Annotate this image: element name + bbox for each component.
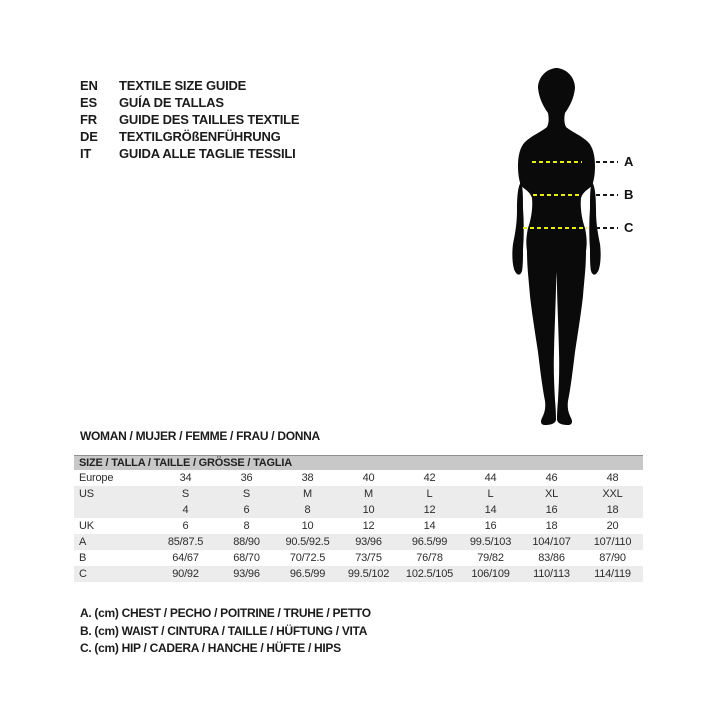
size-cell: 104/107 (532, 536, 571, 548)
language-title-block (80, 77, 299, 162)
size-cell: S (181, 488, 190, 500)
size-cell: 6 (182, 520, 189, 532)
table-row-waist-b (74, 550, 643, 566)
size-cell: 8 (304, 504, 311, 516)
legend-chest: A. (cm) CHEST / PECHO / POITRINE / TRUHE / PETTO (80, 606, 371, 620)
size-cell: 85/87.5 (167, 536, 204, 548)
size-cell: 16 (484, 520, 497, 532)
table-row-us-numbers (74, 502, 643, 518)
legend-waist: B. (cm) WAIST / CINTURA / TAILLE / HÜFTUNG / VITA (80, 623, 368, 638)
size-cell: XXL (602, 488, 623, 500)
size-table (74, 455, 643, 582)
size-cell: 90/92 (172, 568, 199, 580)
category-title: WOMAN / MUJER / FEMME / FRAU / DONNA (80, 429, 320, 443)
language-row (80, 128, 299, 145)
size-cell: 90.5/92.5 (285, 536, 330, 548)
measurement-label-c: C (624, 220, 634, 235)
measurement-dash-black-b (596, 194, 618, 196)
size-cell: 70/72.5 (289, 552, 326, 564)
measurement-dash-yellow-b (533, 194, 582, 196)
size-cell: M (364, 488, 373, 500)
measurement-label-a: A (624, 154, 634, 169)
measurement-legend (80, 605, 371, 658)
size-cell: 44 (484, 472, 497, 484)
size-cell: 93/96 (233, 568, 260, 580)
language-code: DE (80, 129, 98, 144)
measurement-dash-yellow-c (523, 227, 587, 229)
size-cell: 38 (301, 472, 314, 484)
language-code: FR (80, 112, 97, 127)
size-cell: 42 (423, 472, 436, 484)
measurement-dash-black-c (596, 227, 618, 229)
language-code: IT (80, 146, 92, 161)
size-cell: 20 (606, 520, 619, 532)
size-cell: M (303, 488, 312, 500)
size-cell: XL (544, 488, 559, 500)
guide-title-en: TEXTILE SIZE GUIDE (119, 78, 247, 93)
guide-title-it: GUIDA ALLE TAGLIE TESSILI (119, 146, 296, 161)
measurement-label-b: B (624, 187, 634, 202)
size-cell: 114/119 (594, 568, 631, 580)
size-cell: 46 (545, 472, 558, 484)
language-code: EN (80, 78, 98, 93)
table-row-uk (74, 518, 643, 534)
size-cell: 14 (423, 520, 436, 532)
size-cell: 102.5/105 (405, 568, 454, 580)
size-cell: 93/96 (355, 536, 382, 548)
size-cell: 18 (545, 520, 558, 532)
language-row (80, 77, 299, 94)
woman-silhouette-icon (505, 68, 608, 427)
size-cell: 8 (243, 520, 250, 532)
measurement-dash-black-a (596, 161, 618, 163)
size-cell: 96.5/99 (411, 536, 448, 548)
size-cell: L (426, 488, 433, 500)
size-cell: 48 (606, 472, 619, 484)
guide-title-fr: GUIDE DES TAILLES TEXTILE (119, 112, 300, 127)
language-row (80, 145, 299, 162)
table-row-chest-a (74, 534, 643, 550)
size-cell: 88/90 (233, 536, 260, 548)
language-code: ES (80, 95, 97, 110)
language-row (80, 94, 299, 111)
measurement-dash-yellow-a (532, 161, 582, 163)
size-cell: 110/113 (533, 568, 570, 580)
size-cell: 10 (362, 504, 375, 516)
size-cell: 4 (182, 504, 189, 516)
size-cell: 16 (545, 504, 558, 516)
row-label: B (79, 552, 87, 564)
size-cell: 96.5/99 (289, 568, 326, 580)
size-cell: 34 (179, 472, 192, 484)
size-cell: 40 (362, 472, 375, 484)
size-cell: 99.5/103 (469, 536, 512, 548)
size-cell: 107/110 (593, 536, 632, 548)
size-cell: 36 (240, 472, 253, 484)
size-cell: 106/109 (471, 568, 510, 580)
size-cell: S (242, 488, 251, 500)
size-cell: 73/75 (355, 552, 382, 564)
size-cell: 6 (243, 504, 250, 516)
size-cell: 14 (484, 504, 497, 516)
guide-title-es: GUÍA DE TALLAS (119, 95, 224, 110)
size-cell: 87/90 (599, 552, 626, 564)
row-label: A (79, 536, 87, 548)
size-cell: 64/67 (172, 552, 199, 564)
legend-hip: C. (cm) HIP / CADERA / HANCHE / HÜFTE / HIPS (80, 641, 341, 655)
size-cell: 79/82 (477, 552, 504, 564)
size-cell: 76/78 (416, 552, 443, 564)
size-table-header: SIZE / TALLA / TAILLE / GRÖSSE / TAGLIA (74, 455, 643, 470)
row-label: Europe (79, 472, 114, 484)
table-row-europe (74, 470, 643, 486)
size-cell: 10 (301, 520, 314, 532)
size-cell: 12 (362, 520, 375, 532)
guide-title-de: TEXTILGRÖßENFÜHRUNG (119, 129, 281, 144)
size-cell: 83/86 (538, 552, 565, 564)
size-cell: 99.5/102 (347, 568, 390, 580)
language-row (80, 111, 299, 128)
table-row-us-letters (74, 486, 643, 502)
size-cell: 12 (423, 504, 436, 516)
size-cell: 18 (606, 504, 619, 516)
row-label: US (79, 488, 94, 500)
size-cell: L (487, 488, 494, 500)
size-cell: 68/70 (233, 552, 260, 564)
table-row-hip-c (74, 566, 643, 582)
row-label: C (79, 568, 87, 580)
row-label: UK (79, 520, 94, 532)
